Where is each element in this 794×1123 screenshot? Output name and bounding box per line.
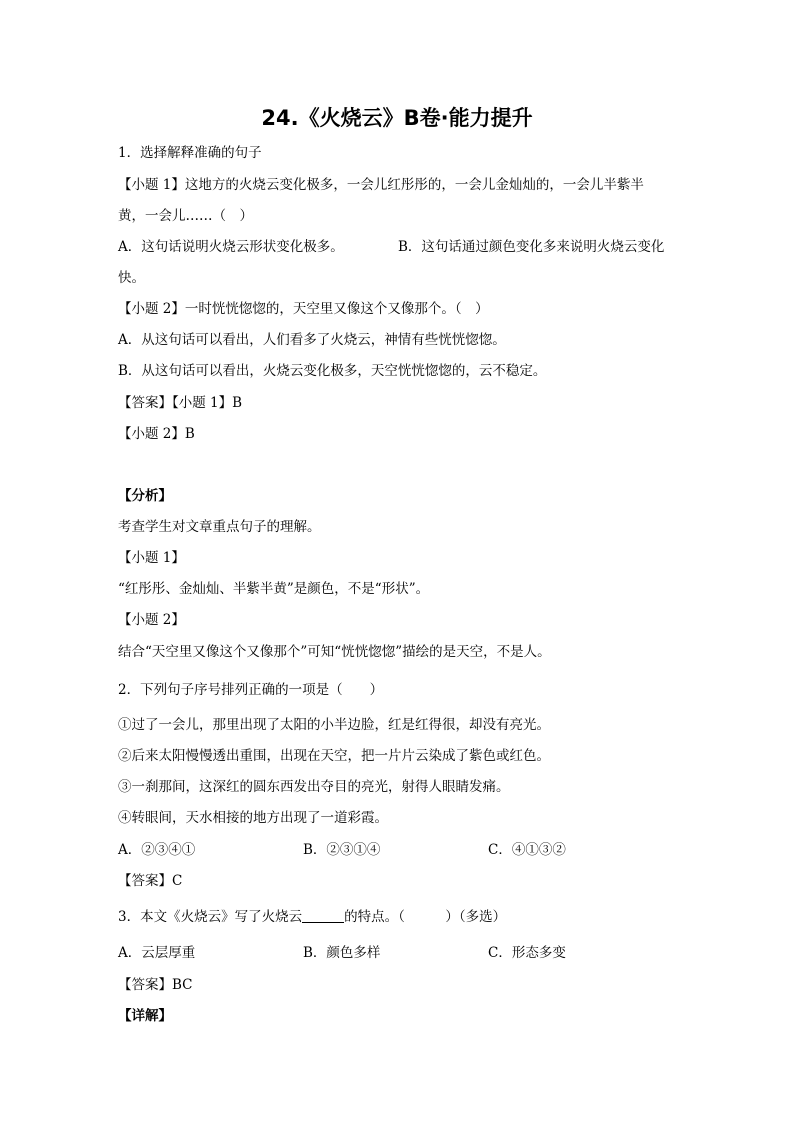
q1-sub1-line1: 【小题 1】这地方的火烧云变化极多，一会儿红彤彤的，一会儿金灿灿的，一会儿半紫半	[118, 177, 644, 193]
q1-sub2-option-b: B．从这句话可以看出，火烧云变化极多，天空恍恍惚惚的，云不稳定。	[118, 363, 547, 379]
q3-heading	[118, 907, 506, 927]
q1-sub2-option-a: A．从这句话可以看出，人们看多了火烧云，神情有些恍恍惚惚。	[118, 332, 506, 348]
q1-answer-2: 【小题 2】B	[118, 426, 195, 442]
q3-detail-heading: 【详解】	[118, 1008, 172, 1024]
q2-sentence-4: ④转眼间，天水相接的地方出现了一道彩霞。	[118, 810, 388, 826]
q2-sentence-1: ①过了一会儿，那里出现了太阳的小半边脸，红是红得很，却没有亮光。	[118, 717, 550, 733]
q2-answer: 【答案】C	[118, 873, 183, 889]
q2-heading: 2．下列句子序号排列正确的一项是（ ）	[118, 682, 384, 698]
q3-answer: 【答案】BC	[118, 977, 193, 993]
q1-sub1-line2: 黄，一会儿……（ ）	[118, 208, 253, 224]
q1-analysis-heading: 【分析】	[118, 488, 172, 504]
q1-analysis-sub1-text: “红彤彤、金灿灿、半紫半黄”是颜色，不是“形状”。	[118, 581, 430, 597]
q1-option-b-line2: 快。	[118, 270, 145, 286]
q1-heading: 1．选择解释准确的句子	[118, 145, 262, 161]
q2-option-a: A．②③④①	[118, 842, 196, 858]
q2-sentence-2: ②后来太阳慢慢透出重围，出现在天空，把一片片云染成了紫色或红色。	[118, 748, 550, 764]
q1-option-b-line1: B．这句话通过颜色变化多来说明火烧云变化	[398, 239, 665, 255]
q3-option-b: B．颜色多样	[303, 945, 381, 961]
q1-analysis-text: 考查学生对文章重点句子的理解。	[118, 519, 321, 535]
page-title: 24.《火烧云》B卷·能力提升	[261, 106, 533, 130]
q2-option-c: C．④①③②	[488, 842, 566, 858]
q3-heading-before: 3．本文《火烧云》写了火烧云	[118, 909, 303, 925]
q3-heading-after: 的特点。（ ）（多选）	[344, 909, 507, 925]
q2-option-b: B．②③①④	[303, 842, 381, 858]
q3-blank	[302, 908, 344, 923]
q3-option-c: C．形态多变	[488, 945, 566, 961]
q1-analysis-sub1: 【小题 1】	[118, 550, 185, 566]
q1-sub2: 【小题 2】一时恍恍惚惚的，天空里又像这个又像那个。（ ）	[118, 301, 489, 317]
q1-option-a: A．这句话说明火烧云形状变化极多。	[118, 239, 344, 255]
q1-analysis-sub2-text: 结合“天空里又像这个又像那个”可知“恍恍惚惚”描绘的是天空，不是人。	[118, 644, 551, 660]
q3-option-a: A．云层厚重	[118, 945, 196, 961]
q2-sentence-3: ③一刹那间，这深红的圆东西发出夺目的亮光，射得人眼睛发痛。	[118, 779, 510, 795]
q1-answer-1: 【答案】【小题 1】B	[118, 395, 243, 411]
q1-analysis-sub2: 【小题 2】	[118, 612, 185, 628]
